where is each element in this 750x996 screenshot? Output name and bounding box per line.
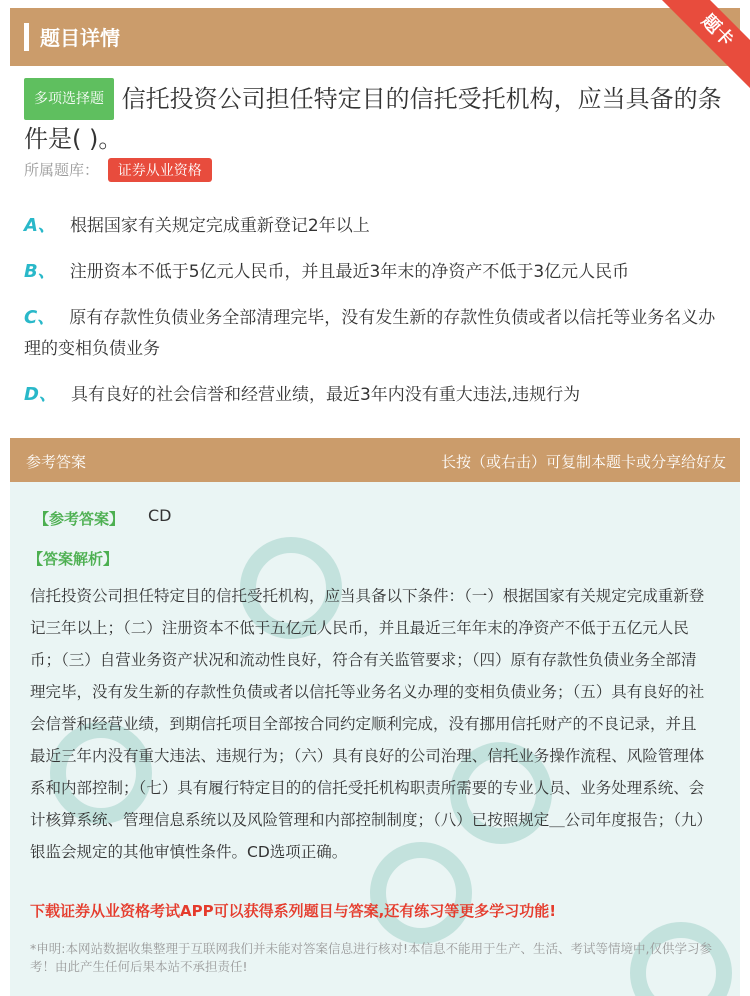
answer-body (10, 482, 740, 996)
question-type-badge: 多项选择题 (24, 78, 114, 120)
question-bank-label: 所属题库： (24, 161, 100, 179)
option-letter: A、 (24, 215, 56, 236)
analysis-label: 【答案解析】 (28, 550, 119, 568)
option-letter: B、 (24, 261, 56, 282)
answer-value: CD (148, 506, 172, 525)
answer-header-title: 参考答案 (26, 453, 87, 471)
page-title: 题目详情 (40, 26, 120, 50)
download-promo-link[interactable]: 下载证券从业资格考试APP可以获得系列题目与答案,还有练习等更多学习功能! (30, 902, 557, 920)
question-bank-row (24, 158, 212, 182)
option-text: 注册资本不低于5亿元人民币，并且最近3年末的净资产不低于3亿元人民币 (69, 262, 630, 282)
header-bar (10, 8, 740, 66)
answer-label: 【参考答案】 (34, 510, 125, 528)
answer-header-bar (10, 438, 740, 482)
header-accent (24, 23, 29, 51)
option-text: 原有存款性负债业务全部清理完毕，没有发生新的存款性负债或者以信托等业务名义办理的变相负债业务 (24, 308, 716, 359)
corner-tag: 题卡 (658, 0, 750, 92)
question-bank-badge[interactable]: 证券从业资格 (108, 158, 212, 182)
option-a[interactable] (24, 210, 724, 242)
option-letter: D、 (24, 384, 57, 405)
option-b[interactable] (24, 256, 724, 288)
option-letter: C、 (24, 307, 56, 328)
question-text: 信托投资公司担任特定目的信托受托机构，应当具备的条件是( )。 (24, 85, 722, 153)
share-hint: 长按（或右击）可复制本题卡或分享给好友 (440, 453, 726, 471)
option-text: 根据国家有关规定完成重新登记2年以上 (69, 216, 370, 236)
question-text-line (24, 78, 724, 158)
option-d[interactable] (24, 379, 724, 411)
disclaimer-text: *申明:本网站数据收集整理于互联网我们并未能对答案信息进行核对!本信息不能用于生产、生活、考试等情境中,仅供学习参考！由此产生任何后果本站不承担责任! (30, 941, 712, 974)
option-c[interactable] (24, 302, 724, 365)
analysis-text: 信托投资公司担任特定目的信托受托机构，应当具备以下条件：（一）根据国家有关规定完成重新登记三年以上；（二）注册资本不低于五亿元人民币，并且最近三年年末的净资产不低于五亿元人民币；（三）自营业务资产状况和流动性良好，符合有关监管要求；（四）原有存款性负债业务全部清理完毕，没有发生新的存款性负债或者以信托等业务名义办理的变相负债业务；（五）具有良好的社会信誉和经营业绩，到期信托项目全部按合同约定顺利完成，没有挪用信托财产的不良记录，并且最近三年内没有重大违法、违规行为；（六）具有良好的公司治理、信托业务操作流程、风险管理体系和内部控制；（七）具有履行特定目的的信托受托机构职责所需要的专业人员、业务处理系统、会计核算系统、管理信息系统以及风险管理和内部控制制度；（八）已按照规定＿公司年度报告；（九）银监会规定的其他审慎性条件。CD选项正确。 (30, 587, 705, 861)
options-list (24, 210, 724, 425)
question-block (24, 78, 724, 158)
option-text: 具有良好的社会信誉和经营业绩，最近3年内没有重大违法,违规行为 (70, 385, 581, 405)
